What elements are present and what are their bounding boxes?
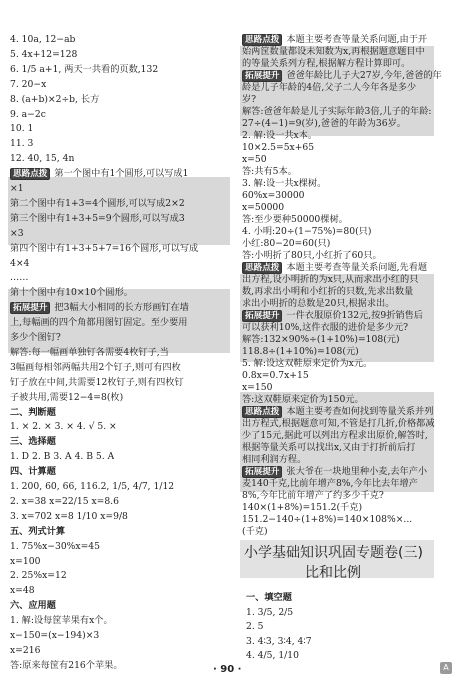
text-line: ×1	[10, 183, 24, 194]
text-line: 140×(1+8%)=151.2(千克)	[242, 502, 363, 513]
text-line: x=48	[10, 585, 35, 597]
text-line: 3. 4∶3, 3∶4, 4∶7	[246, 635, 312, 647]
text-line: 思路点拨 本题主要考查等量关系问题,先看题	[242, 262, 427, 274]
text-line: 9. a−2c	[10, 108, 46, 120]
text-line: 答:这双鞋原来定价为150元。	[242, 394, 364, 405]
text-line: 龄是儿子年龄的4倍,父子二人今年各是多少	[242, 82, 417, 93]
text-line: 始两筐数量都设未知数为x,再根据题意题目中	[242, 46, 425, 57]
hint-tag: 思路点拨	[10, 168, 50, 180]
text-line: 1. 解:设每筐苹果有x个。	[10, 615, 113, 627]
text-line: 4. 4/5, 1/10	[246, 650, 299, 661]
text-line: 四、计算题	[10, 466, 56, 478]
text-line: 一、填空题	[246, 592, 292, 603]
text-line: 解答:132×90%÷(1+10%)=108(元)	[242, 334, 400, 345]
text-line: 答:共有5本。	[242, 166, 297, 177]
text-line: 答:至少要种50000棵树。	[242, 214, 348, 225]
text-line: 151.2−140÷(1+8%)=140×108%×...	[242, 514, 413, 525]
text-line: 1. 75%x−30%x=45	[10, 540, 100, 552]
text-line: 小红:80−20=60(只)	[242, 238, 331, 249]
text-line: x=150	[242, 382, 273, 393]
hint-box-left-1	[8, 177, 230, 245]
text-line: 60%x=30000	[242, 190, 305, 201]
text-line: 5. 4x+12=128	[10, 48, 78, 60]
text-line: x=50	[242, 154, 267, 165]
text-line: 出方程式,根据题意可知,不管是打几折,价格都减	[242, 418, 435, 429]
text-line: 解答:爸爸年龄是儿子实际年龄3倍,儿子的年龄:	[242, 106, 432, 117]
text-line: 相同利润方程。	[242, 454, 307, 465]
hint-tag: 拓展提升	[10, 302, 50, 314]
text-line: 麦140千克,比前年增产8%,今年比去年增产	[242, 478, 418, 489]
hint-tag: 思路点拨	[242, 262, 282, 274]
text-line: 出方程,设小明折的为x只,从而求出小红的只	[242, 274, 419, 285]
hint-tag: 思路点拨	[242, 34, 282, 46]
text-line: 拓展提升 张大爷在一块地里种小麦,去年产小	[242, 466, 427, 478]
text-line: (千克)	[242, 526, 268, 537]
text-line: 10×2.5=5x+65	[242, 142, 315, 153]
text-line: x=100	[10, 555, 41, 567]
text-line: 2. x=38 x=22/15 x=8.6	[10, 495, 119, 507]
text-line: 1. 3/5, 2/5	[246, 606, 294, 618]
hint-tag: 拓展提升	[242, 310, 282, 322]
text-line: 2. 解:设一共x本。	[242, 130, 318, 141]
text-line: 2. 5	[246, 621, 264, 632]
text-line: 拓展提升 把3幅大小相同的长方形画钉在墙	[10, 302, 189, 314]
text-line: 第十个图中有10×10个圆形。	[10, 287, 133, 299]
text-line: 多少个图钉?	[10, 332, 61, 343]
text-line: 0.8x=0.7x+15	[242, 370, 309, 381]
text-line: 1. 200, 60, 66, 116.2, 1/5, 4/7, 1/12	[10, 481, 175, 492]
text-line: 二、判断题	[10, 406, 56, 418]
text-line: 4. 小明:20÷(1−75%)=80(只)	[242, 226, 372, 237]
text-line: 拓展提升 一件衣服原价132元,按9折销售后	[242, 310, 423, 322]
text-line: 10. 1	[10, 123, 34, 135]
text-line: 3. x=702 x=8 1/10 x=9/8	[10, 510, 128, 522]
text-line: 4×4	[10, 257, 30, 269]
text-line: 8%,今年比前年增产了约多少千克?	[242, 490, 384, 501]
hint-tag: 思路点拨	[242, 406, 282, 418]
text-line: 答:小明折了80只,小红折了60只。	[242, 250, 382, 261]
text-line: 8. (a+b)×2÷b, 长方	[10, 93, 100, 105]
text-line: 11. 3	[10, 138, 34, 150]
text-line: 数,再求出小明和小红折的只数,先求出数量	[242, 286, 414, 297]
text-line: ……	[10, 272, 29, 284]
corner-badge: A	[440, 662, 452, 674]
text-line: 3幅画每相邻两幅共用2个钉子,则可有四枚	[10, 361, 181, 373]
text-line: 岁?	[242, 94, 257, 105]
text-line: 第三个图中有1+3+5=9个圆形,可以写成3	[10, 212, 185, 224]
text-line: x=50000	[242, 202, 285, 213]
text-line: 4. 10a, 12−ab	[10, 34, 76, 45]
text-line: ×3	[10, 227, 24, 239]
page-number: · 90 ·	[213, 664, 242, 675]
text-line: 求出小明折的总数是20只,根据求出。	[242, 298, 395, 309]
text-line: 思路点拨 本题主要考查如何找到等量关系并列	[242, 406, 433, 418]
text-line: 第二个图中有1+3=4个圆形,可以写成2×2	[10, 197, 185, 209]
text-line: 5. 解:设这双鞋原来定价为x元。	[242, 358, 373, 369]
section-title-line1: 小学基础知识巩固专题卷(三)	[244, 545, 423, 561]
text-line: 子被共用,需要12−4=8(枚)	[10, 391, 124, 403]
text-line: x−150=(x−194)×3	[10, 630, 100, 641]
text-line: 答:原来每筐有216个苹果。	[10, 659, 123, 671]
text-line: 12. 40, 15, 4n	[10, 153, 75, 165]
text-line: 思路点拨 第一个图中有1个圆形,可以写成1	[10, 168, 188, 180]
text-line: x=216	[10, 644, 41, 656]
text-line: 第四个图中有1+3+5+7=16个圆形,可以写成	[10, 242, 199, 254]
text-line: 的等量关系列方程,根据解方程计算即可。	[242, 58, 411, 69]
text-line: 少了15元,据此可以列出方程求出原价,解答时,	[242, 430, 428, 441]
text-line: 三、选择题	[10, 436, 56, 448]
text-line: 根据等量关系可以找出x,又由于打折前后打	[242, 442, 416, 453]
section-title-line2: 比和比例	[305, 565, 361, 581]
text-line: 可以获利10%,这件衣服的进价是多少元?	[242, 322, 409, 333]
text-line: 3. 解:设一共x棵树。	[242, 178, 327, 189]
text-line: 6. 1/5 a+1, 两天一共看的页数,132	[10, 63, 159, 75]
text-line: 118.8÷(1+10%)=108(元)	[242, 346, 359, 357]
text-line: 解答:每一幅画单独钉各需要4枚钉子,当	[10, 346, 169, 358]
text-line: 1. × 2. × 3. × 4. √ 5. ×	[10, 421, 117, 433]
text-line: 钉子放在中间,共需要12枚钉子,则有四枚钉	[10, 376, 184, 388]
text-line: 五、列式计算	[10, 525, 66, 537]
hint-tag: 拓展提升	[242, 466, 282, 478]
text-line: 六、应用题	[10, 600, 56, 612]
text-line: 上,每幅画的四个角都用图钉固定。至少要用	[10, 317, 188, 329]
text-line: 拓展提升 爸爸年龄比儿子大27岁,今年,爸爸的年	[242, 70, 442, 82]
hint-tag: 拓展提升	[242, 70, 282, 82]
text-line: 1. D 2. B 3. A 4. B 5. A	[10, 451, 115, 463]
text-line: 7. 20−x	[10, 78, 47, 90]
text-line: 2. 25%x=12	[10, 570, 67, 582]
text-line: 27÷(4−1)=9(岁),爸爸的年龄为36岁。	[242, 118, 406, 129]
text-line: 思路点拨 本题主要考查等量关系问题,由于开	[242, 34, 427, 46]
